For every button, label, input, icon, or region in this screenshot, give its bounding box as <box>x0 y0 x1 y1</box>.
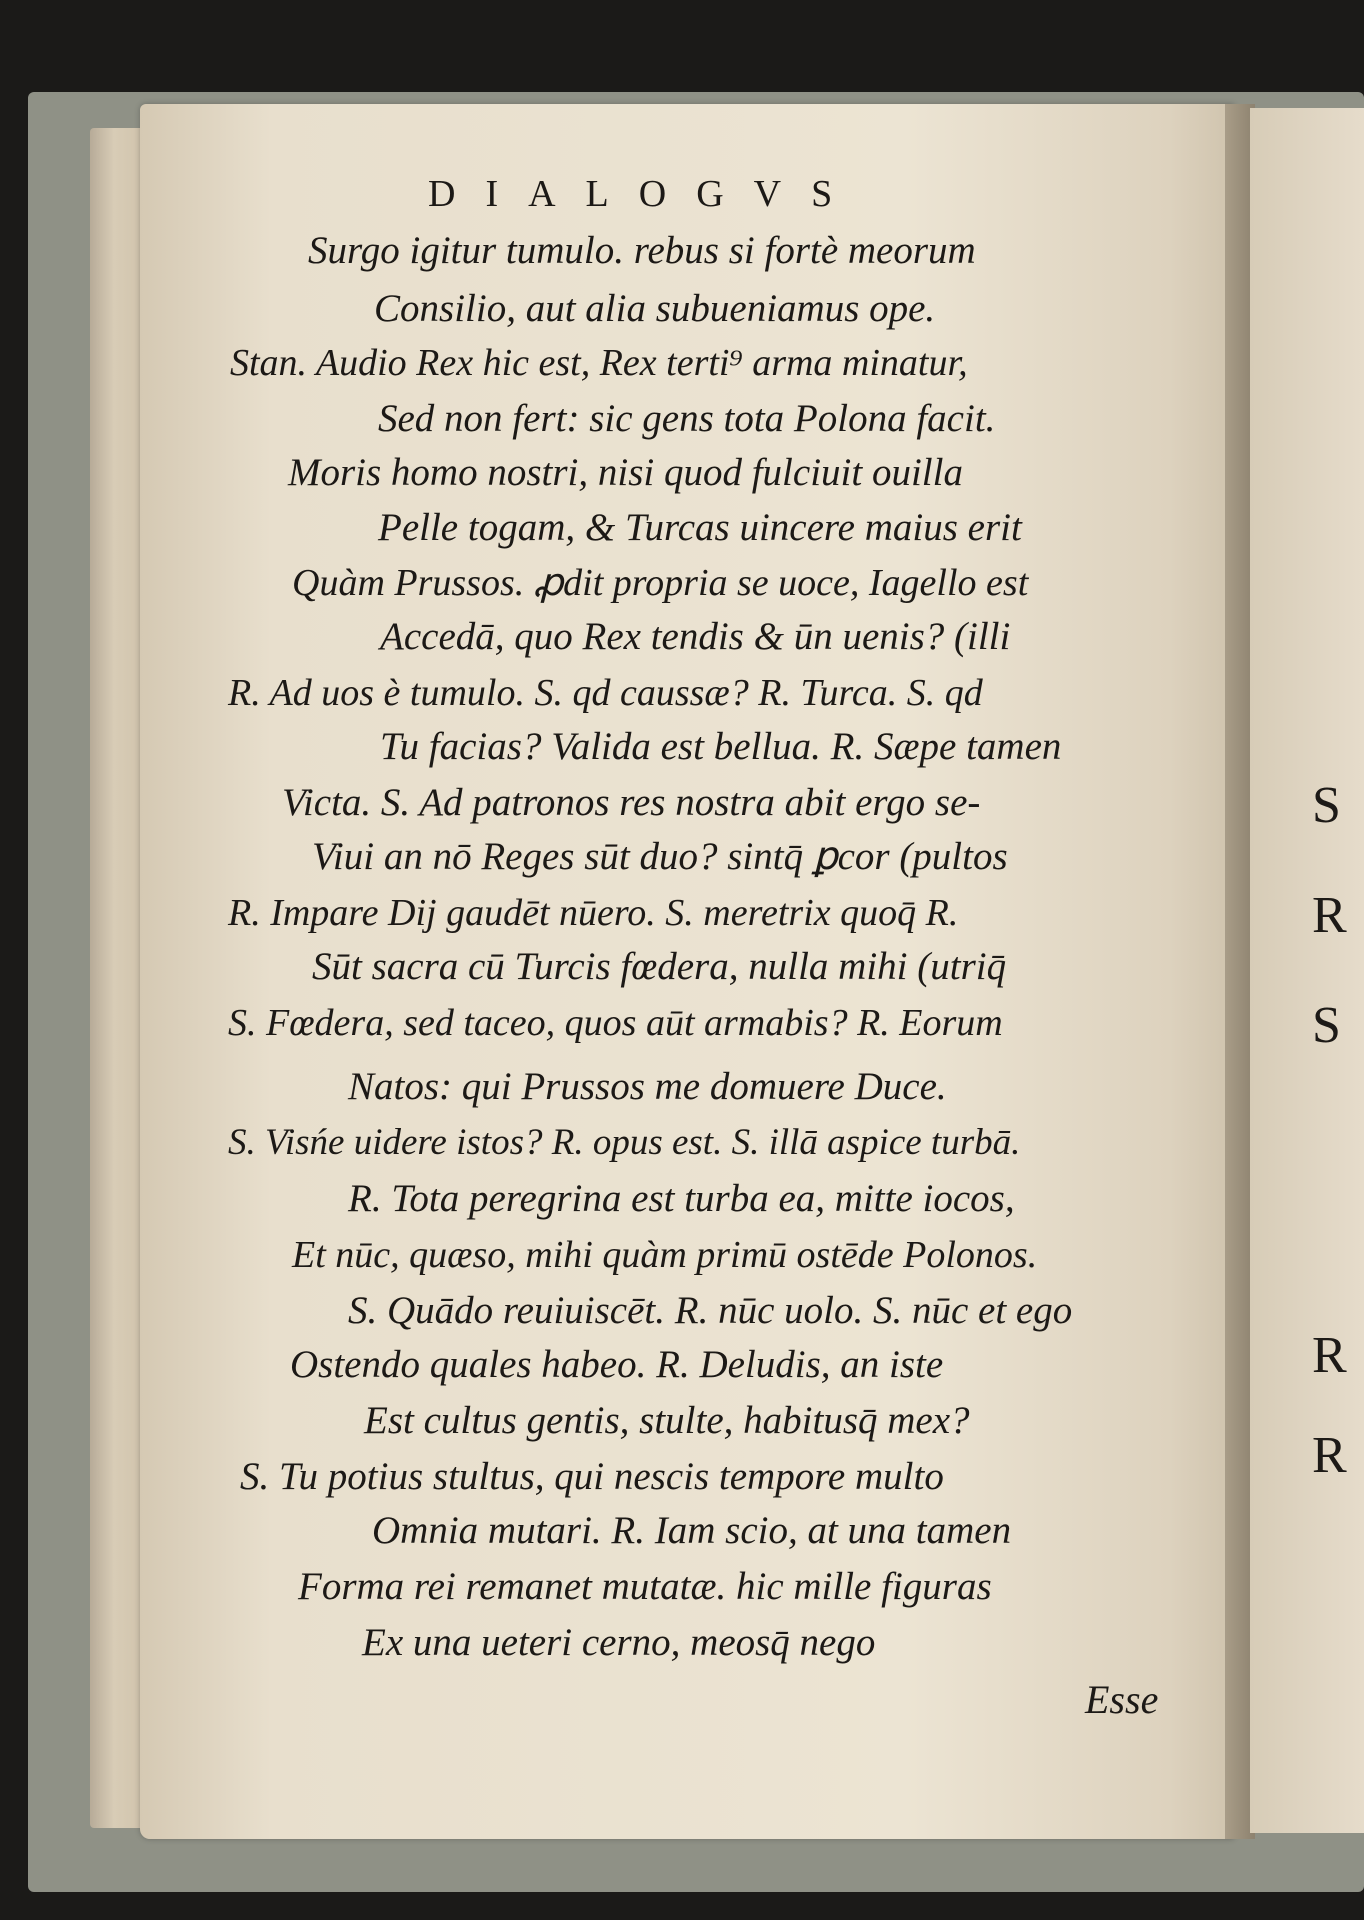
verse-line-12: Viui an nō Reges sūt duo? sintq̄ ꝑcor (pultos <box>312 835 1008 878</box>
verse-line-5: Moris homo nostri, nisi quod fulciuit ouilla <box>288 451 963 494</box>
verse-line-8: Accedā, quo Rex tendis & ūn uenis? (illi <box>380 615 1011 658</box>
verse-line-9: R. Ad uos è tumulo. S. qd caussæ? R. Turca. S. qd <box>228 672 983 714</box>
verse-line-11: Victa. S. Ad patronos res nostra abit ergo se- <box>282 781 981 824</box>
running-head: DIALOGVS <box>428 173 863 215</box>
verse-line-22: Est cultus gentis, stulte, habitusq̄ mex? <box>364 1399 970 1442</box>
verse-line-26: Ex una ueteri cerno, meosq̄ nego <box>362 1621 876 1664</box>
verse-line-4: Sed non fert: sic gens tota Polona facit. <box>378 397 996 440</box>
verse-line-1: Surgo igitur tumulo. rebus si fortè meorum <box>308 229 976 272</box>
facing-fragment-2: R <box>1312 887 1347 944</box>
verse-line-6: Pelle togam, & Turcas uincere maius erit <box>378 506 1022 549</box>
verse-line-18: R. Tota peregrina est turba ea, mitte iocos, <box>348 1177 1015 1220</box>
verse-line-25: Forma rei remanet mutatæ. hic mille figuras <box>298 1565 992 1608</box>
verse-line-7: Quàm Prussos. ꝓdit propria se uoce, Iagello est <box>292 562 1029 604</box>
verse-line-14: Sūt sacra cū Turcis fœdera, nulla mihi (utriq̄ <box>312 945 1007 988</box>
verse-line-10: Tu facias? Valida est bellua. R. Sæpe tamen <box>380 725 1062 768</box>
facing-fragment-5: R <box>1312 1427 1347 1484</box>
catchword: Esse <box>1085 1677 1159 1722</box>
facing-fragment-4: R <box>1312 1327 1347 1384</box>
verse-line-3: Stan. Audio Rex hic est, Rex terti⁹ arma minatur, <box>230 342 968 384</box>
verse-line-24: Omnia mutari. R. Iam scio, at una tamen <box>372 1509 1012 1552</box>
verse-line-16: Natos: qui Prussos me domuere Duce. <box>348 1065 947 1108</box>
verse-line-13: R. Impare Dij gaudēt nūero. S. meretrix quoq̄ R. <box>228 892 959 934</box>
facing-fragment-1: S <box>1312 777 1341 834</box>
verse-line-23: S. Tu potius stultus, qui nescis tempore multo <box>240 1455 944 1498</box>
verse-line-21: Ostendo quales habeo. R. Deludis, an iste <box>290 1343 944 1386</box>
verse-line-17: S. Visńe uidere istos? R. opus est. S. illā aspice turbā. <box>228 1122 1021 1163</box>
facing-fragment-3: S <box>1312 997 1341 1054</box>
facing-page-edge <box>1250 108 1364 1833</box>
verse-line-2: Consilio, aut alia subueniamus ope. <box>374 287 936 330</box>
verse-line-20: S. Quādo reuiuiscēt. R. nūc uolo. S. nūc et ego <box>348 1289 1073 1332</box>
verse-line-15: S. Fœdera, sed taceo, quos aūt armabis? R. Eorum <box>228 1002 1003 1044</box>
verse-line-19: Et nūc, quæso, mihi quàm primū ostēde Polonos. <box>292 1234 1038 1276</box>
